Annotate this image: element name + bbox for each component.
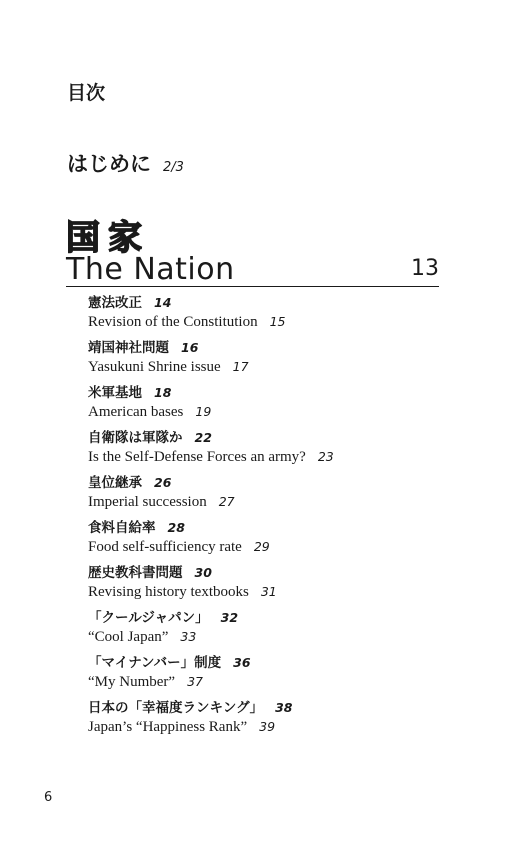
section-rule <box>66 286 439 287</box>
section-page: 13 <box>411 256 439 281</box>
entry-page-jp: 14 <box>154 295 172 310</box>
toc-entry[interactable] <box>88 384 211 422</box>
intro-page: 2/3 <box>163 160 184 175</box>
entry-title-jp: 靖国神社問題 <box>88 340 169 356</box>
toc-entry[interactable] <box>88 519 270 557</box>
entry-title-en: Revising history textbooks <box>88 584 249 600</box>
entry-page-en: 29 <box>253 539 270 554</box>
page-number: 6 <box>44 790 53 805</box>
entry-page-jp: 16 <box>181 340 199 355</box>
entry-title-jp: 「マイナンバー」制度 <box>88 655 222 671</box>
entry-page-jp: 38 <box>275 700 293 715</box>
section-title-en: The Nation <box>66 252 235 287</box>
entry-title-en: “My Number” <box>88 674 176 690</box>
entry-page-en: 27 <box>218 494 235 509</box>
entry-title-en: Revision of the Constitution <box>88 314 258 330</box>
entry-title-jp: 食料自給率 <box>88 520 156 536</box>
entry-title-en: Is the Self-Defense Forces an army? <box>88 449 306 465</box>
toc-heading: 目次 <box>67 82 106 104</box>
entry-title-jp: 憲法改正 <box>88 295 142 311</box>
toc-entry[interactable] <box>88 474 235 512</box>
toc-entry[interactable] <box>88 294 286 332</box>
entry-title-jp: 米軍基地 <box>88 385 142 401</box>
entry-page-en: 39 <box>259 719 276 734</box>
toc-entry[interactable] <box>88 429 334 467</box>
entry-title-en: Food self-sufficiency rate <box>88 539 242 555</box>
entry-title-jp: 日本の「幸福度ランキング」 <box>88 700 264 716</box>
entry-title-en: Japan’s “Happiness Rank” <box>88 719 248 735</box>
entry-page-en: 37 <box>187 674 203 689</box>
entry-title-jp: 歴史教科書問題 <box>88 565 183 581</box>
section-title-jp: 国家 <box>66 218 150 258</box>
entry-page-en: 19 <box>195 404 212 419</box>
entry-title-jp: 自衛隊は軍隊か <box>88 430 183 446</box>
toc-entry[interactable] <box>88 654 251 692</box>
entry-page-jp: 22 <box>194 430 212 445</box>
intro-title: はじめに <box>67 152 151 176</box>
entry-page-jp: 26 <box>154 475 172 490</box>
entry-page-en: 15 <box>269 314 286 329</box>
entry-page-en: 23 <box>317 449 334 464</box>
entry-title-jp: 「クールジャパン」 <box>88 610 209 626</box>
entry-page-jp: 36 <box>233 655 251 670</box>
entry-page-en: 33 <box>180 629 197 644</box>
entry-title-jp: 皇位継承 <box>88 475 142 491</box>
entry-page-jp: 30 <box>194 565 212 580</box>
entry-title-en: Imperial succession <box>88 494 207 510</box>
intro-entry[interactable] <box>67 148 184 178</box>
entry-page-en: 17 <box>232 359 249 374</box>
entry-title-en: Yasukuni Shrine issue <box>88 359 221 375</box>
entry-page-jp: 28 <box>167 520 185 535</box>
entry-page-jp: 18 <box>154 385 172 400</box>
entry-page-en: 31 <box>260 584 277 599</box>
entry-page-jp: 32 <box>220 610 239 625</box>
toc-entry[interactable] <box>88 564 277 602</box>
entry-title-en: “Cool Japan” <box>88 629 169 645</box>
toc-entry[interactable] <box>88 339 249 377</box>
toc-entry[interactable] <box>88 609 238 647</box>
entry-title-en: American bases <box>88 404 184 420</box>
toc-entry[interactable] <box>88 699 293 737</box>
